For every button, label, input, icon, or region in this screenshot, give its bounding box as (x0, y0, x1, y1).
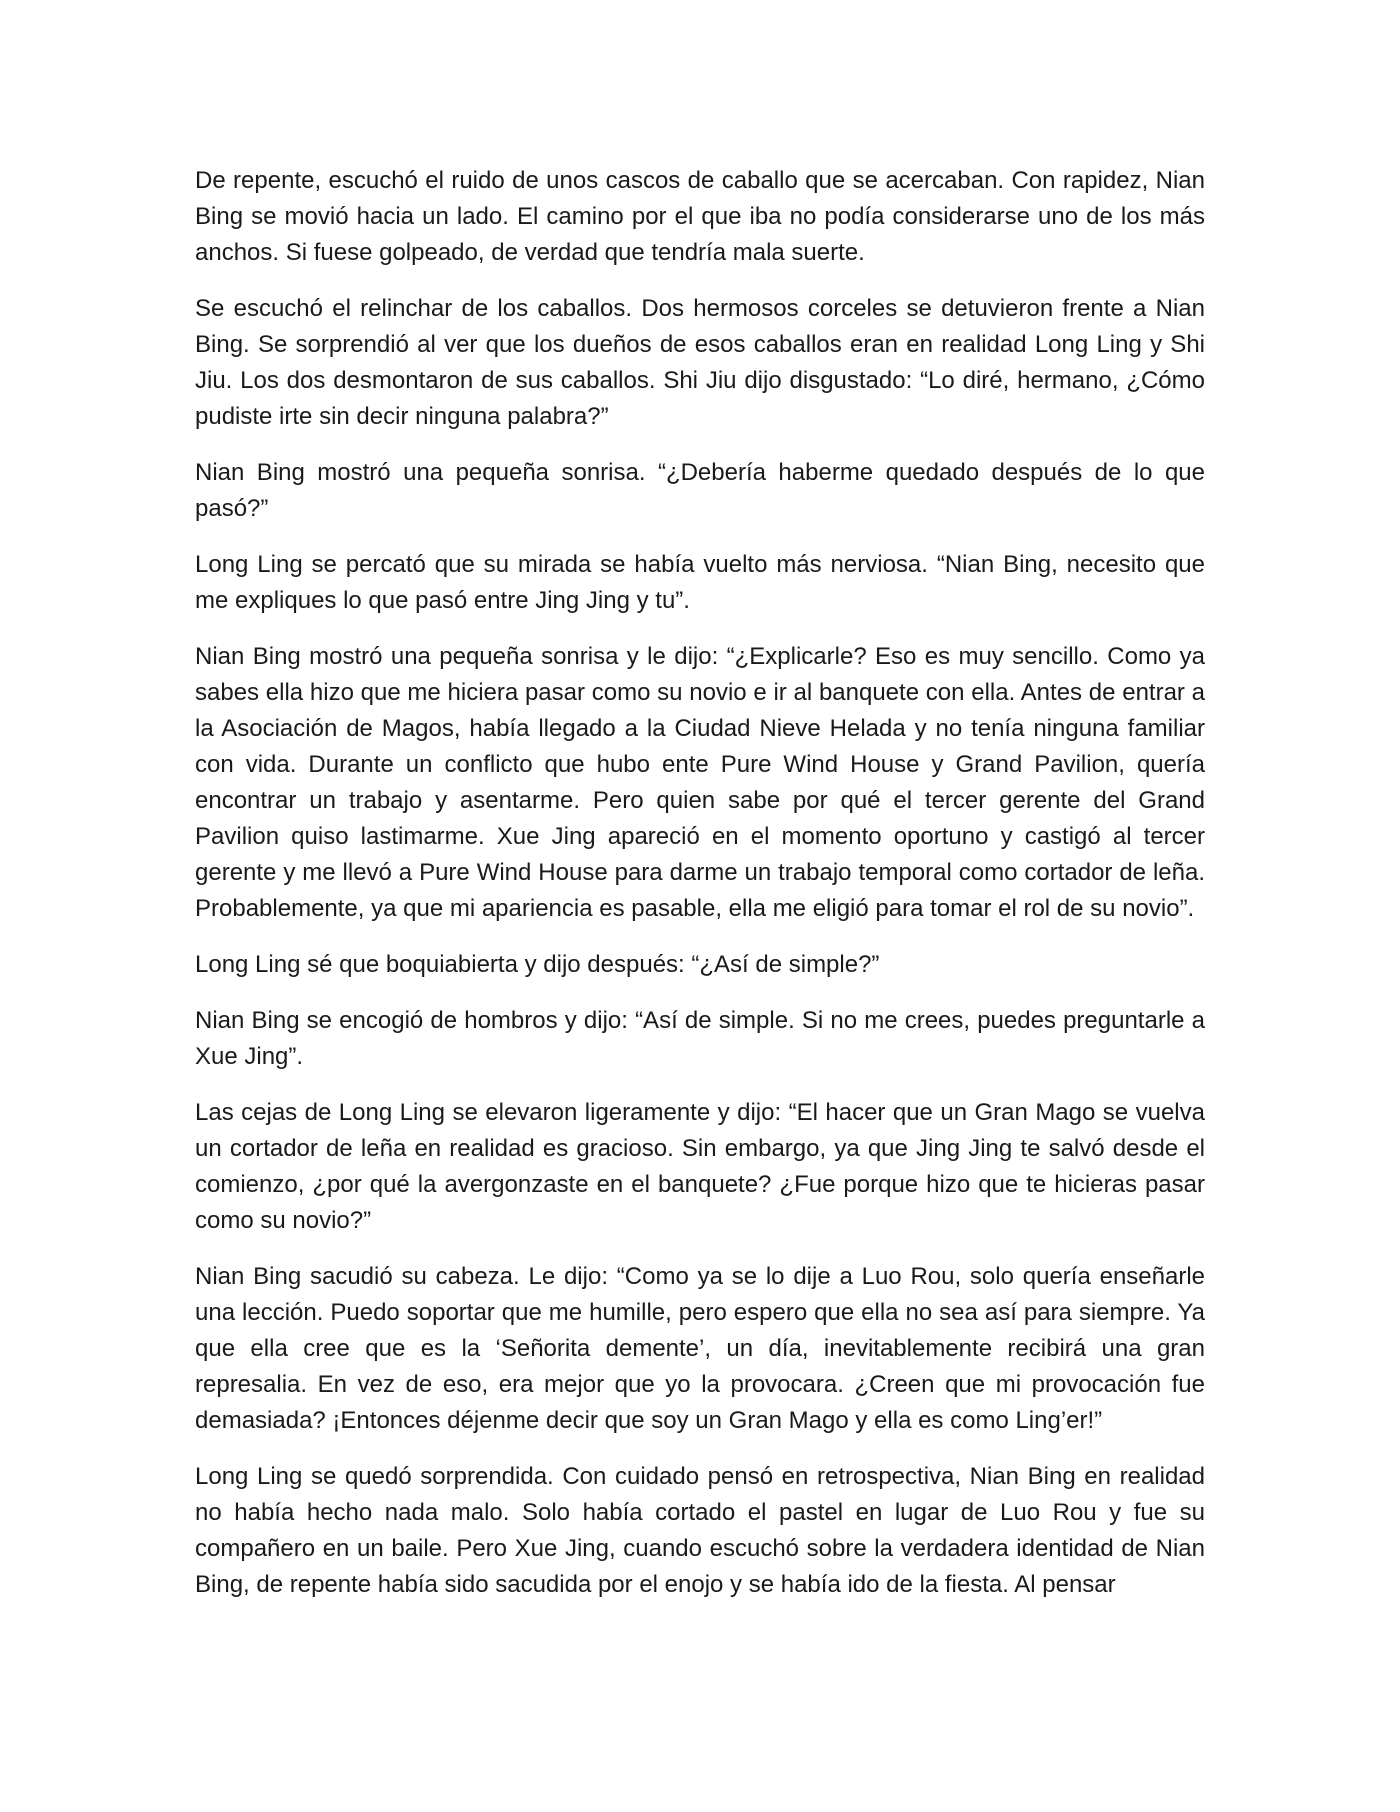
paragraph: Long Ling se percató que su mirada se había vuelto más nerviosa. “Nian Bing, necesito que me expliques lo que pasó entre Jing Jing y tu”. (195, 551, 1205, 614)
paragraph: Las cejas de Long Ling se elevaron ligeramente y dijo: “El hacer que un Gran Mago se vuelva un cortador de leña en realidad es gracioso. Sin embargo, ya que Jing Jing te salvó desde el comienzo, ¿por qué la avergonzaste en el banquete? ¿Fue porque hizo que te hicieras pasar como su novio?” (195, 1099, 1205, 1234)
paragraph: Se escuchó el relinchar de los caballos. Dos hermosos corceles se detuvieron frente a Nian Bing. Se sorprendió al ver que los dueños de esos caballos eran en realidad Long Ling y Shi Jiu. Los dos desmontaron de sus caballos. Shi Jiu dijo disgustado: “Lo diré, hermano, ¿Cómo pudiste irte sin decir ninguna palabra?” (195, 295, 1205, 430)
document-page (195, 163, 1205, 1623)
paragraph: Long Ling se quedó sorprendida. Con cuidado pensó en retrospectiva, Nian Bing en realidad no había hecho nada malo. Solo había cortado el pastel en lugar de Luo Rou y fue su compañero en un baile. Pero Xue Jing, cuando escuchó sobre la verdadera identidad de Nian Bing, de repente había sido sacudida por el enojo y se había ido de la fiesta. Al pensar (195, 1463, 1205, 1598)
paragraph: Long Ling sé que boquiabierta y dijo después: “¿Así de simple?” (195, 951, 880, 978)
paragraph: Nian Bing mostró una pequeña sonrisa y le dijo: “¿Explicarle? Eso es muy sencillo. Como ya sabes ella hizo que me hiciera pasar como su novio e ir al banquete con ella. Antes de entrar a la Asociación de Magos, había llegado a la Ciudad Nieve Helada y no tenía ninguna familiar con vida. Durante un conflicto que hubo ente Pure Wind House y Grand Pavilion, quería encontrar un trabajo y asentarme. Pero quien sabe por qué el tercer gerente del Grand Pavilion quiso lastimarme. Xue Jing apareció en el momento oportuno y castigó al tercer gerente y me llevó a Pure Wind House para darme un trabajo temporal como cortador de leña. Probablemente, ya que mi apariencia es pasable, ella me eligió para tomar el rol de su novio”. (195, 643, 1205, 922)
paragraph: De repente, escuchó el ruido de unos cascos de caballo que se acercaban. Con rapidez, Nian Bing se movió hacia un lado. El camino por el que iba no podía considerarse uno de los más anchos. Si fuese golpeado, de verdad que tendría mala suerte. (195, 167, 1205, 266)
paragraph: Nian Bing se encogió de hombros y dijo: “Así de simple. Si no me crees, puedes preguntarle a Xue Jing”. (195, 1007, 1205, 1070)
paragraph: Nian Bing sacudió su cabeza. Le dijo: “Como ya se lo dije a Luo Rou, solo quería enseñarle una lección. Puedo soportar que me humille, pero espero que ella no sea así para siempre. Ya que ella cree que es la ‘Señorita demente’, un día, inevitablemente recibirá una gran represalia. En vez de eso, era mejor que yo la provocara. ¿Creen que mi provocación fue demasiada? ¡Entonces déjenme decir que soy un Gran Mago y ella es como Ling’er!” (195, 1263, 1205, 1434)
paragraph: Nian Bing mostró una pequeña sonrisa. “¿Debería haberme quedado después de lo que pasó?” (195, 459, 1205, 522)
